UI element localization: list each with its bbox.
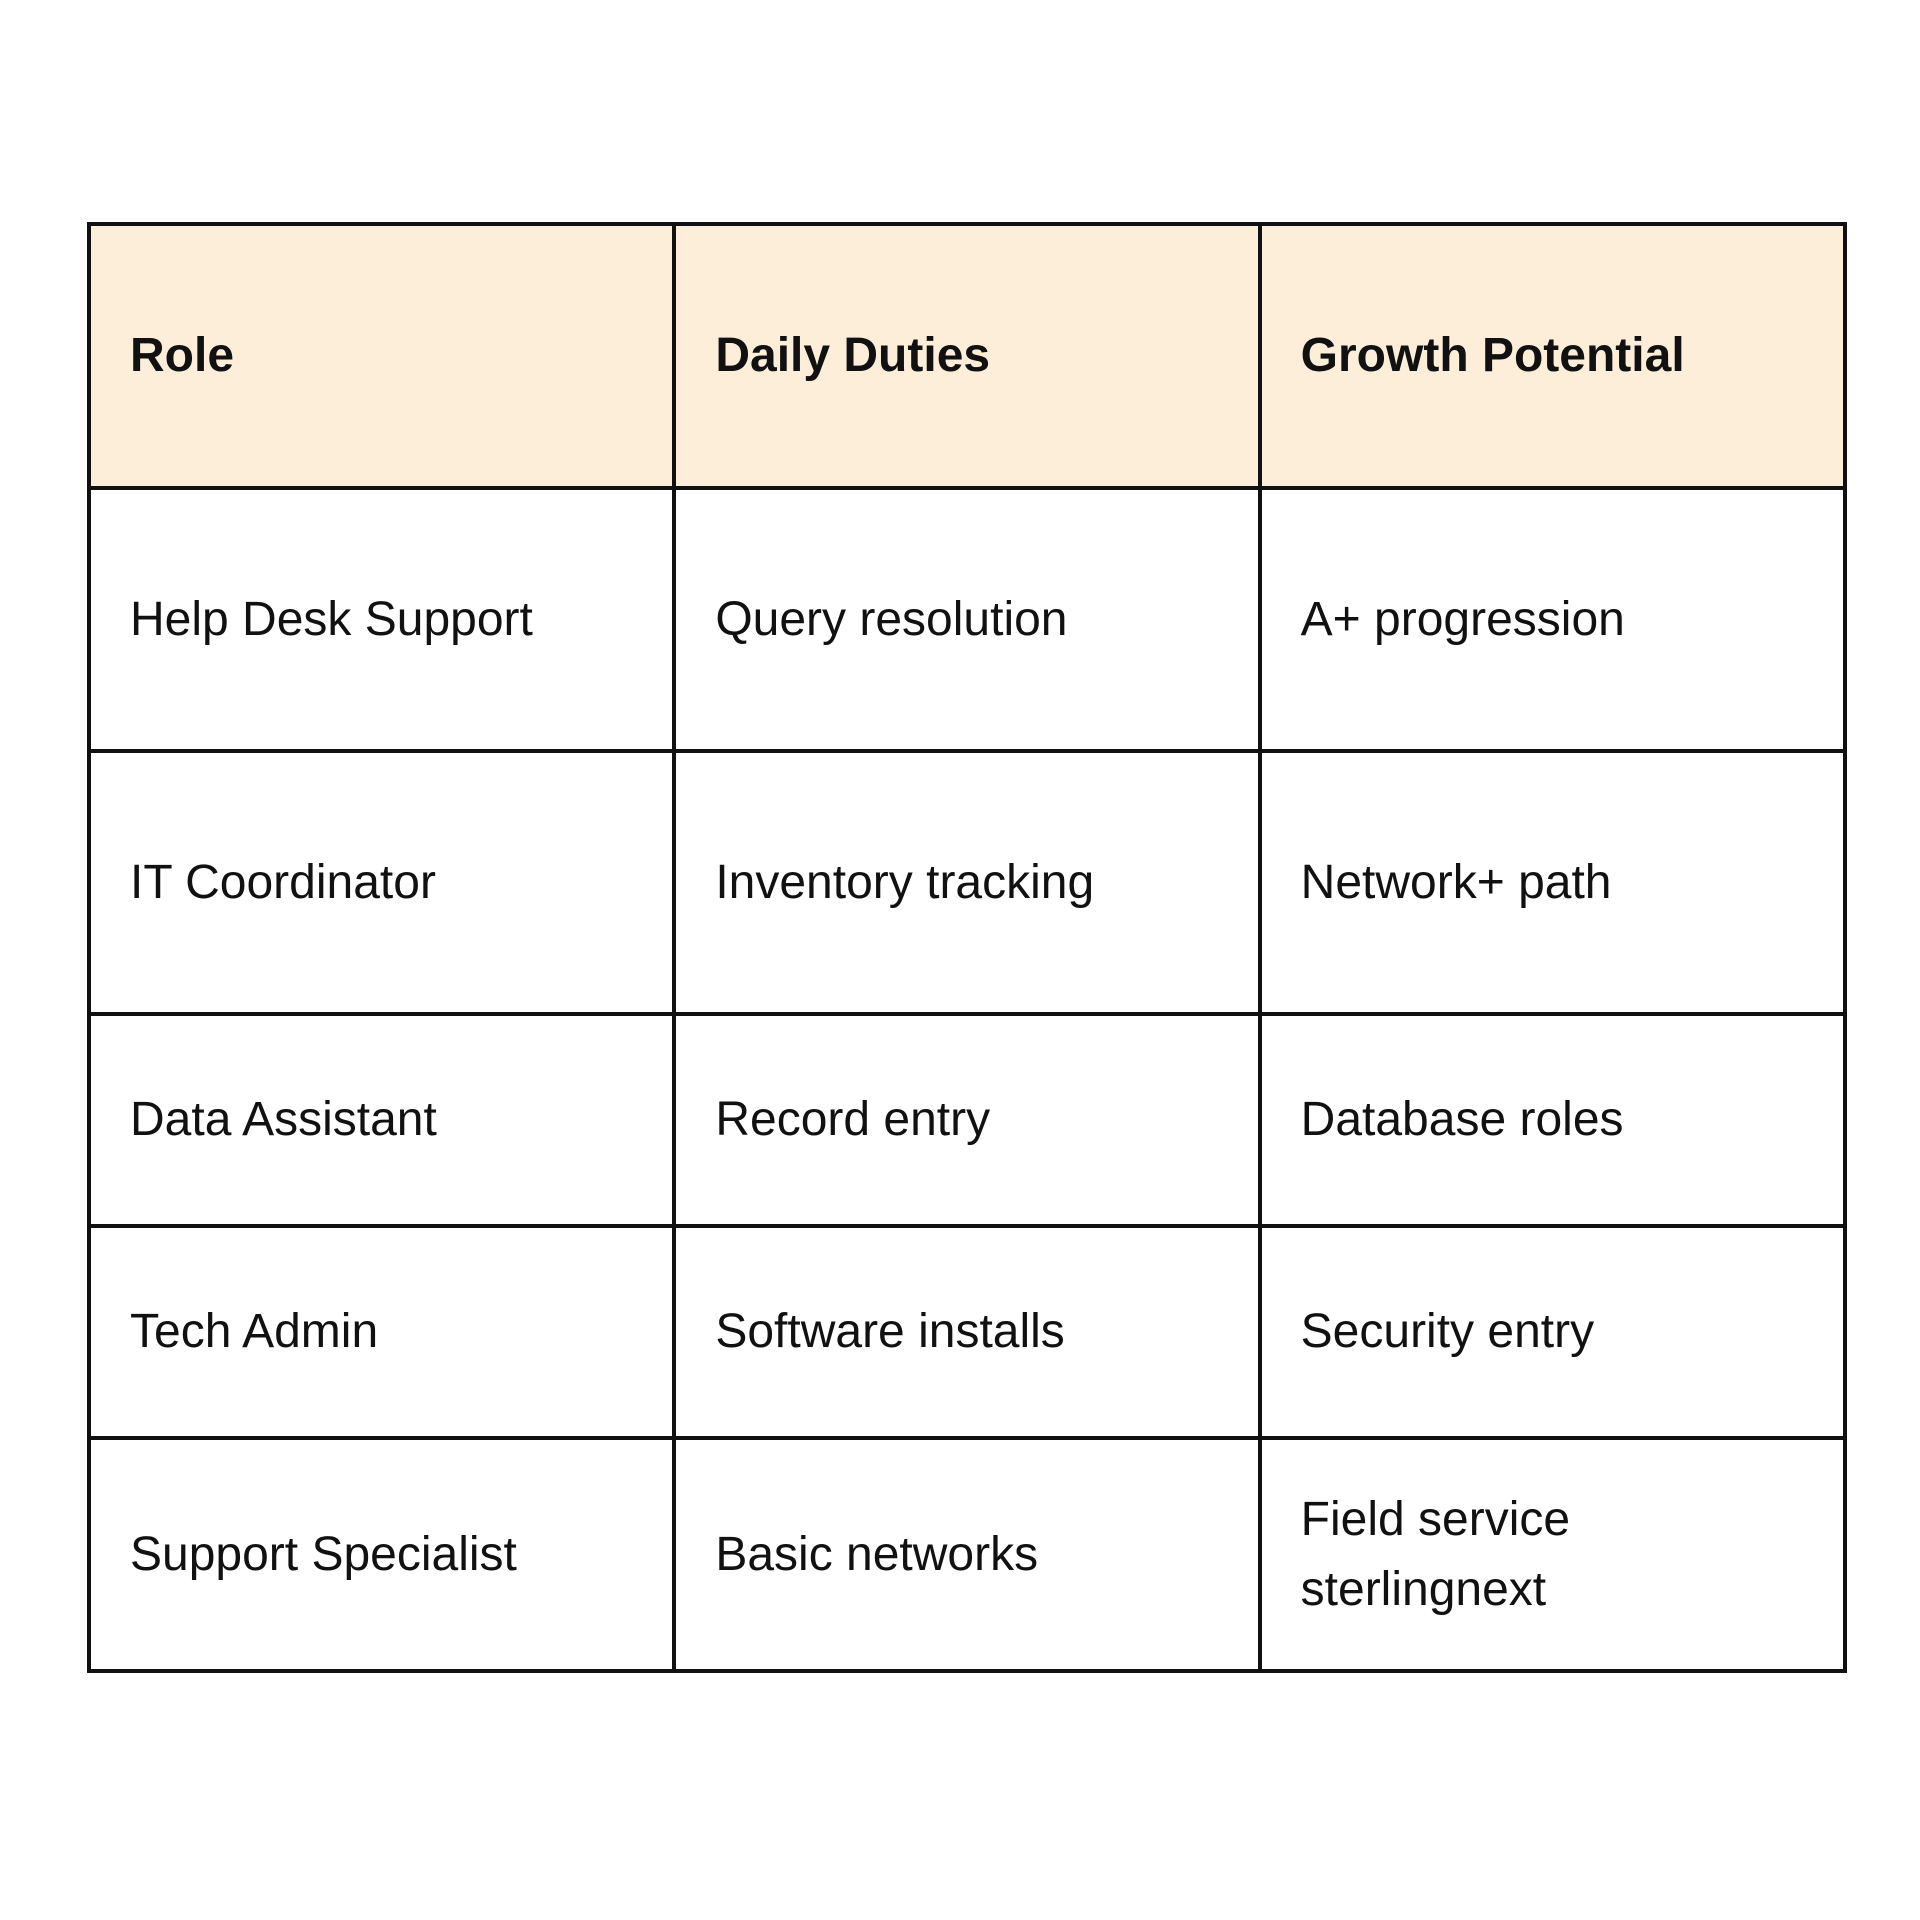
cell-daily-duties: Basic networks [674,1438,1259,1671]
cell-daily-duties: Record entry [674,1014,1259,1226]
table-row [89,488,1845,751]
cell-daily-duties: Query resolution [674,488,1259,751]
career-roles-table [87,222,1847,1673]
cell-daily-duties: Software installs [674,1226,1259,1438]
cell-growth-potential: Network+ path [1260,751,1845,1014]
table-row [89,751,1845,1014]
cell-growth-potential: Database roles [1260,1014,1845,1226]
cell-growth-potential: Security entry [1260,1226,1845,1438]
cell-daily-duties: Inventory tracking [674,751,1259,1014]
table-row [89,1014,1845,1226]
cell-growth-potential: Field service sterlingnext [1260,1438,1845,1671]
table-row [89,1438,1845,1671]
cell-role: Tech Admin [89,1226,674,1438]
cell-role: IT Coordinator [89,751,674,1014]
cell-role: Support Specialist [89,1438,674,1671]
table-header-row [89,224,1845,488]
header-growth-potential: Growth Potential [1260,224,1845,488]
header-role: Role [89,224,674,488]
cell-role: Data Assistant [89,1014,674,1226]
header-daily-duties: Daily Duties [674,224,1259,488]
table-row [89,1226,1845,1438]
cell-growth-potential: A+ progression [1260,488,1845,751]
cell-role: Help Desk Support [89,488,674,751]
